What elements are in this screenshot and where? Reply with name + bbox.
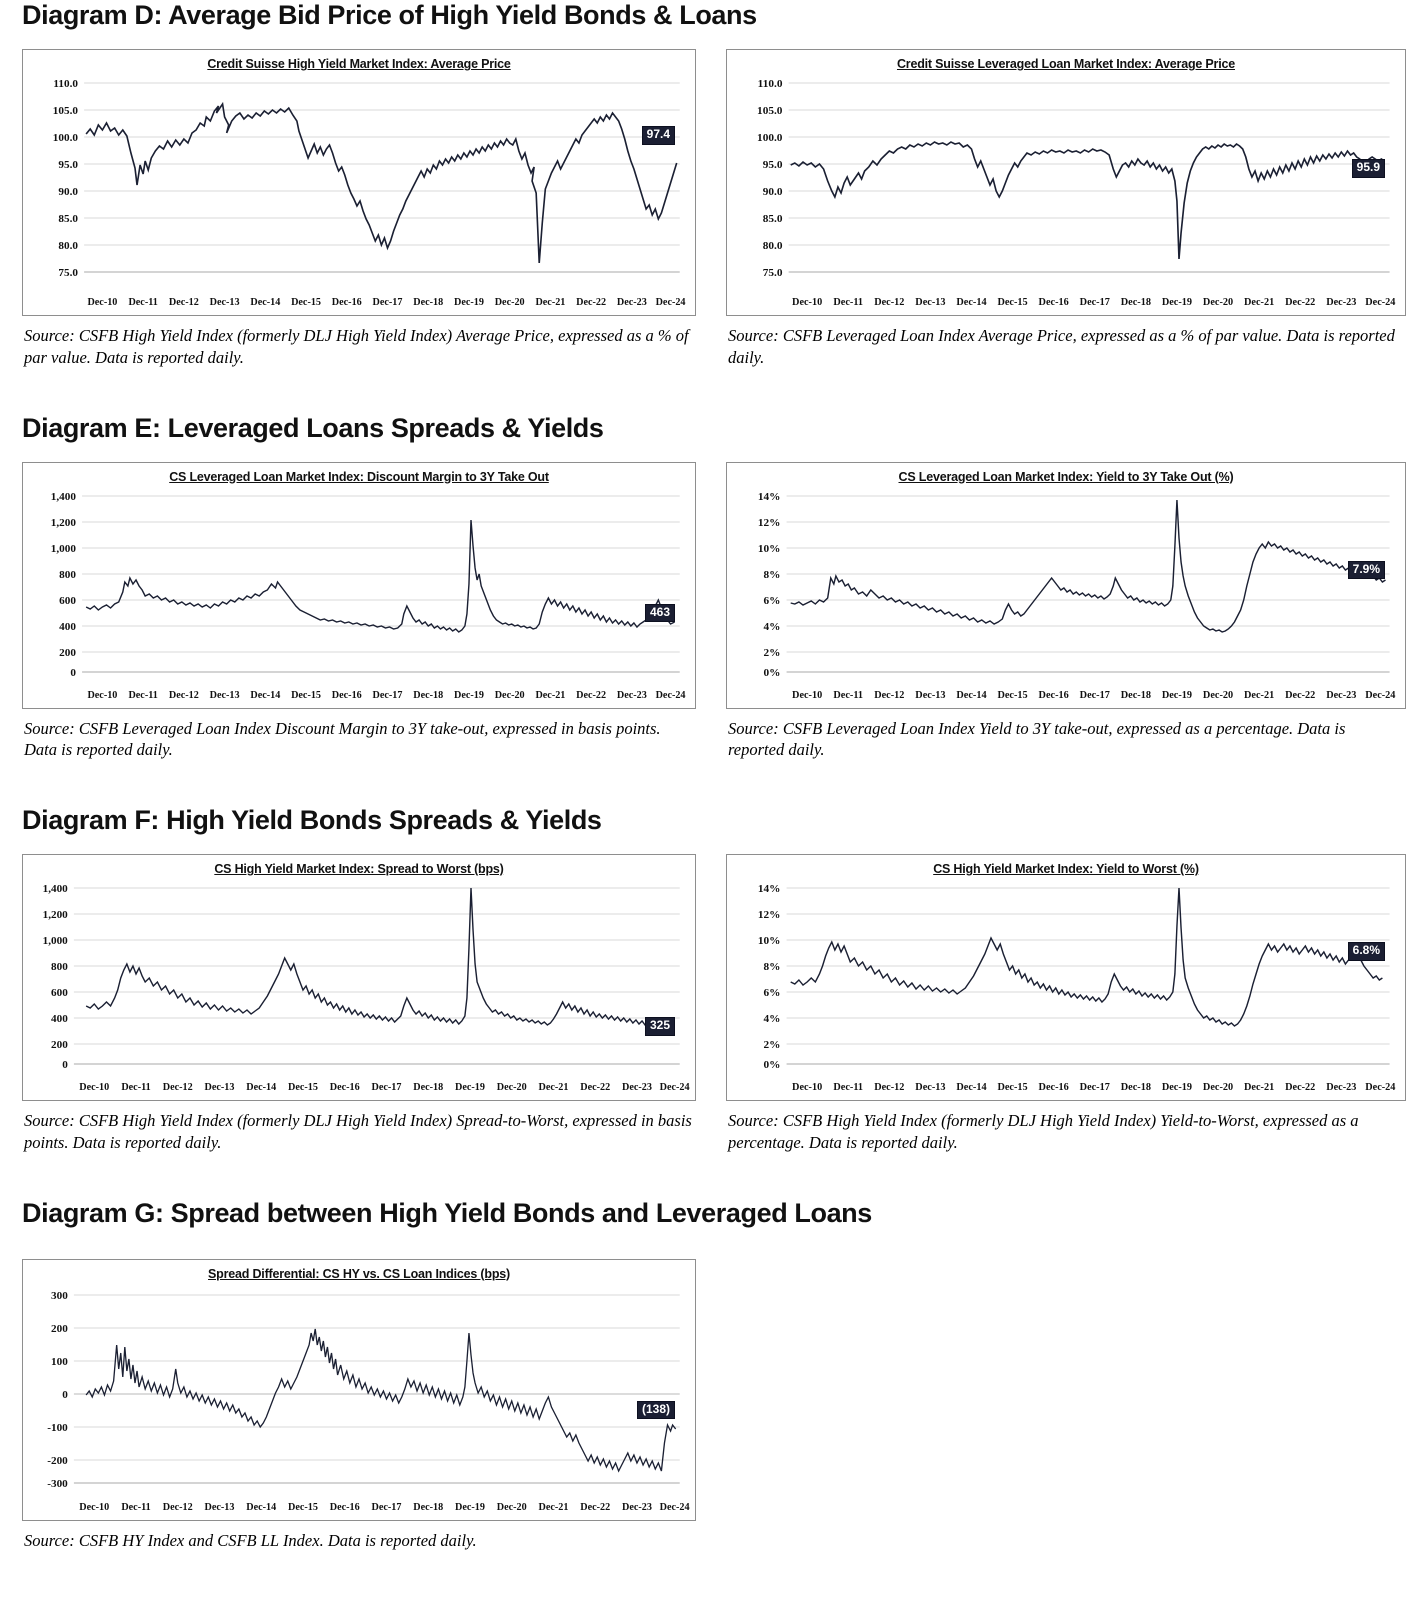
svg-text:Dec-19: Dec-19 [455, 1501, 485, 1513]
svg-text:Dec-21: Dec-21 [1244, 297, 1275, 308]
svg-text:200: 200 [51, 1322, 68, 1335]
yaxis-hy-spread-to-worst [43, 883, 69, 1071]
series-line-ll-yield-3y [791, 500, 1386, 632]
svg-text:Dec-22: Dec-22 [1285, 689, 1316, 701]
svg-text:1,000: 1,000 [50, 542, 76, 555]
yaxis-ll-discount-margin [51, 491, 77, 679]
svg-text:Dec-21: Dec-21 [1244, 1082, 1275, 1094]
svg-text:8%: 8% [763, 568, 781, 581]
svg-text:Dec-18: Dec-18 [1120, 1082, 1151, 1094]
svg-text:110.0: 110.0 [757, 78, 783, 90]
chart-panel-hy-average-price [22, 49, 696, 316]
diagram-f-left-column [0, 854, 714, 1154]
svg-text:90.0: 90.0 [762, 186, 783, 198]
svg-text:1,400: 1,400 [42, 883, 68, 896]
svg-text:Dec-19: Dec-19 [453, 297, 484, 308]
chart-title-hy-average-price: Credit Suisse High Yield Market Index: Average Price [207, 57, 511, 71]
svg-text:300: 300 [51, 1289, 68, 1302]
svg-text:Dec-20: Dec-20 [1202, 1082, 1234, 1094]
value-badge-hy-yield-to-worst: 6.8% [1348, 942, 1385, 961]
svg-text:Dec-17: Dec-17 [1079, 297, 1110, 308]
svg-text:Dec-23: Dec-23 [1326, 297, 1357, 308]
svg-text:4%: 4% [763, 620, 781, 633]
svg-text:0: 0 [62, 1388, 68, 1401]
svg-text:Dec-20: Dec-20 [1202, 297, 1234, 308]
svg-text:Dec-24: Dec-24 [1365, 689, 1396, 701]
svg-text:Dec-20: Dec-20 [496, 1082, 527, 1094]
plot-hy-yield-to-worst [727, 878, 1405, 1078]
svg-text:Dec-16: Dec-16 [1038, 1082, 1069, 1094]
svg-text:200: 200 [59, 646, 76, 659]
diagram-e-left-column [0, 462, 714, 762]
svg-text:0%: 0% [763, 1059, 781, 1072]
svg-text:Dec-23: Dec-23 [616, 689, 647, 701]
chart-title-ll-discount-margin: CS Leveraged Loan Market Index: Discount Margin to 3Y Take Out [169, 469, 549, 484]
plot-spread-differential [23, 1283, 695, 1498]
value-badge-ll-yield-3y: 7.9% [1348, 561, 1385, 580]
svg-text:100.0: 100.0 [757, 132, 783, 144]
svg-text:Dec-16: Dec-16 [1038, 297, 1069, 308]
svg-text:0: 0 [70, 666, 76, 679]
svg-text:Dec-23: Dec-23 [1326, 1082, 1357, 1094]
value-badge-hy-average-price: 97.4 [642, 126, 675, 145]
xaxis-spread-differential [79, 1502, 689, 1513]
svg-text:Dec-10: Dec-10 [79, 1082, 110, 1094]
svg-text:Dec-18: Dec-18 [413, 689, 444, 701]
svg-text:Dec-10: Dec-10 [792, 689, 823, 701]
svg-text:Dec-19: Dec-19 [1161, 1082, 1193, 1094]
yaxis-ll-average-price [757, 78, 783, 279]
svg-text:Dec-23: Dec-23 [621, 1082, 652, 1094]
svg-text:200: 200 [51, 1039, 68, 1052]
series-line-hy-average-price [86, 104, 677, 263]
svg-text:105.0: 105.0 [757, 105, 783, 117]
svg-text:Dec-20: Dec-20 [1202, 689, 1234, 701]
svg-text:Dec-12: Dec-12 [168, 297, 199, 308]
chart-panel-spread-differential [22, 1259, 696, 1521]
svg-text:800: 800 [59, 568, 76, 581]
svg-text:Dec-21: Dec-21 [538, 1501, 569, 1513]
svg-text:Dec-11: Dec-11 [833, 297, 864, 308]
diagram-f-right-column [714, 854, 1428, 1154]
svg-text:Dec-22: Dec-22 [1285, 1082, 1316, 1094]
svg-text:10%: 10% [757, 542, 781, 555]
svg-text:6%: 6% [763, 987, 781, 1000]
svg-text:Dec-22: Dec-22 [576, 689, 607, 701]
svg-text:1,000: 1,000 [42, 935, 68, 948]
yaxis-hy-average-price [53, 78, 79, 279]
svg-text:Dec-24: Dec-24 [1365, 1082, 1396, 1094]
svg-text:Dec-23: Dec-23 [621, 1501, 652, 1513]
diagram-g-right-column [714, 1259, 1428, 1552]
svg-text:Dec-17: Dec-17 [372, 689, 403, 701]
svg-text:Dec-14: Dec-14 [246, 1082, 277, 1094]
svg-text:Dec-19: Dec-19 [453, 689, 484, 701]
series-line-spread-differential [86, 1329, 676, 1471]
svg-text:Dec-13: Dec-13 [209, 689, 240, 701]
yaxis-ll-yield-3y [758, 491, 781, 679]
svg-text:Dec-20: Dec-20 [496, 1501, 527, 1513]
svg-text:80.0: 80.0 [58, 240, 78, 252]
gridlines-ll-discount-margin [82, 496, 680, 672]
svg-text:Dec-23: Dec-23 [1326, 689, 1357, 701]
svg-text:2%: 2% [763, 646, 781, 659]
plot-hy-spread-to-worst [23, 878, 695, 1078]
svg-text:Dec-15: Dec-15 [288, 1082, 318, 1094]
svg-text:Dec-13: Dec-13 [915, 689, 946, 701]
plot-ll-average-price [727, 73, 1405, 293]
svg-text:Dec-15: Dec-15 [288, 1501, 318, 1513]
svg-text:Dec-24: Dec-24 [659, 1082, 690, 1094]
svg-text:95.0: 95.0 [58, 159, 78, 171]
section-heading-e: Diagram E: Leveraged Loans Spreads & Yields [22, 412, 604, 443]
svg-text:2%: 2% [763, 1039, 781, 1052]
svg-text:Dec-22: Dec-22 [580, 1082, 611, 1094]
svg-text:90.0: 90.0 [58, 186, 78, 198]
svg-text:Dec-11: Dec-11 [128, 689, 158, 701]
svg-text:Dec-12: Dec-12 [874, 689, 905, 701]
svg-text:1,200: 1,200 [42, 909, 68, 922]
svg-text:Dec-17: Dec-17 [1079, 689, 1110, 701]
section-heading-g: Diagram G: Spread between High Yield Bonds and Leveraged Loans [22, 1197, 872, 1228]
svg-text:Dec-13: Dec-13 [204, 1501, 235, 1513]
svg-text:Dec-13: Dec-13 [209, 297, 240, 308]
svg-text:600: 600 [51, 987, 68, 1000]
gridlines-hy-spread-to-worst [74, 888, 680, 1064]
svg-text:Dec-10: Dec-10 [87, 689, 118, 701]
svg-text:Dec-21: Dec-21 [535, 297, 566, 308]
svg-text:Dec-17: Dec-17 [371, 1501, 402, 1513]
svg-text:Dec-14: Dec-14 [956, 297, 987, 308]
xaxis-hy-average-price [87, 297, 685, 308]
svg-text:-100: -100 [47, 1421, 68, 1434]
svg-text:Dec-14: Dec-14 [250, 689, 281, 701]
svg-text:Dec-22: Dec-22 [576, 297, 607, 308]
svg-text:Dec-10: Dec-10 [792, 1082, 823, 1094]
svg-text:Dec-17: Dec-17 [372, 297, 403, 308]
svg-text:Dec-11: Dec-11 [128, 297, 158, 308]
svg-text:Dec-12: Dec-12 [162, 1501, 193, 1513]
svg-text:Dec-12: Dec-12 [874, 1082, 905, 1094]
svg-text:Dec-13: Dec-13 [915, 1082, 946, 1094]
value-badge-ll-average-price: 95.9 [1352, 159, 1385, 178]
series-line-hy-yield-to-worst [791, 888, 1383, 1026]
svg-text:Dec-20: Dec-20 [494, 689, 525, 701]
svg-text:10%: 10% [757, 935, 781, 948]
svg-text:-200: -200 [47, 1454, 68, 1467]
svg-text:1,400: 1,400 [50, 490, 76, 503]
yaxis-spread-differential [47, 1290, 68, 1490]
diagram-f-row [0, 854, 1428, 1154]
chart-panel-hy-spread-to-worst [22, 854, 696, 1101]
svg-text:Dec-12: Dec-12 [874, 297, 905, 308]
svg-text:Dec-24: Dec-24 [659, 1501, 690, 1513]
svg-text:Dec-18: Dec-18 [1120, 689, 1151, 701]
svg-text:Dec-18: Dec-18 [1120, 297, 1151, 308]
svg-text:Dec-15: Dec-15 [997, 689, 1028, 701]
series-line-hy-spread-to-worst [86, 888, 672, 1031]
svg-text:Dec-14: Dec-14 [250, 297, 281, 308]
chart-title-ll-average-price: Credit Suisse Leveraged Loan Market Index: Average Price [896, 57, 1235, 71]
svg-text:85.0: 85.0 [762, 213, 783, 225]
svg-text:Dec-10: Dec-10 [87, 297, 118, 308]
svg-text:Dec-20: Dec-20 [494, 297, 525, 308]
svg-text:Dec-19: Dec-19 [1161, 297, 1193, 308]
svg-text:Dec-17: Dec-17 [371, 1082, 402, 1094]
series-line-ll-average-price [791, 142, 1385, 259]
source-spread-differential: Source: CSFB HY Index and CSFB LL Index. Data is reported daily. [24, 1530, 477, 1550]
section-heading-d: Diagram D: Average Bid Price of High Yield Bonds & Loans [22, 0, 757, 30]
chart-panel-hy-yield-to-worst [726, 854, 1406, 1101]
svg-text:105.0: 105.0 [52, 105, 78, 117]
svg-text:95.0: 95.0 [762, 159, 783, 171]
svg-text:800: 800 [51, 961, 68, 974]
svg-text:Dec-11: Dec-11 [121, 1501, 151, 1513]
svg-text:Dec-24: Dec-24 [1365, 297, 1396, 308]
svg-text:Dec-22: Dec-22 [580, 1501, 611, 1513]
svg-text:Dec-15: Dec-15 [291, 297, 322, 308]
svg-text:Dec-24: Dec-24 [655, 689, 686, 701]
svg-text:Dec-16: Dec-16 [1038, 689, 1069, 701]
plot-ll-yield-3y [727, 486, 1405, 686]
svg-text:85.0: 85.0 [58, 213, 78, 225]
svg-text:Dec-18: Dec-18 [413, 297, 444, 308]
svg-text:Dec-11: Dec-11 [833, 689, 864, 701]
section-heading-f: Diagram F: High Yield Bonds Spreads & Yields [22, 805, 602, 836]
gridlines-hy-yield-to-worst [787, 888, 1390, 1064]
chart-title-hy-yield-to-worst: CS High Yield Market Index: Yield to Worst (%) [933, 862, 1199, 877]
xaxis-ll-discount-margin [87, 690, 685, 701]
svg-text:Dec-16: Dec-16 [331, 689, 362, 701]
svg-text:110.0: 110.0 [53, 78, 78, 90]
chart-panel-ll-average-price [726, 49, 1406, 316]
svg-text:12%: 12% [757, 516, 781, 529]
svg-text:Dec-21: Dec-21 [535, 689, 566, 701]
svg-text:Dec-11: Dec-11 [833, 1082, 864, 1094]
value-badge-ll-discount-margin: 463 [645, 604, 675, 623]
diagram-d-left-column [0, 49, 714, 369]
chart-title-hy-spread-to-worst: CS High Yield Market Index: Spread to Worst (bps) [214, 862, 504, 877]
svg-text:Dec-15: Dec-15 [997, 297, 1028, 308]
source-hy-yield-to-worst: Source: CSFB High Yield Index (formerly DLJ High Yield Index) Yield-to-Worst, expressed as a percentage. Data is reported daily. [728, 1111, 1359, 1152]
svg-text:400: 400 [59, 620, 76, 633]
svg-text:Dec-16: Dec-16 [329, 1501, 360, 1513]
chart-title-spread-differential: Spread Differential: CS HY vs. CS Loan Indices (bps) [208, 1266, 510, 1281]
svg-text:4%: 4% [763, 1013, 781, 1026]
svg-text:14%: 14% [757, 490, 781, 503]
source-ll-average-price: Source: CSFB Leveraged Loan Index Average Price, expressed as a % of par value. Data is reported daily. [728, 326, 1395, 367]
svg-text:Dec-14: Dec-14 [246, 1501, 277, 1513]
svg-text:75.0: 75.0 [762, 267, 783, 279]
svg-text:-300: -300 [47, 1477, 68, 1490]
gridlines-ll-average-price [789, 83, 1390, 272]
svg-text:0: 0 [62, 1059, 68, 1072]
svg-text:Dec-11: Dec-11 [121, 1082, 151, 1094]
svg-text:Dec-19: Dec-19 [1161, 689, 1193, 701]
svg-text:75.0: 75.0 [58, 267, 78, 279]
svg-text:400: 400 [51, 1013, 68, 1026]
svg-text:Dec-14: Dec-14 [956, 689, 987, 701]
svg-text:Dec-14: Dec-14 [956, 1082, 987, 1094]
svg-text:12%: 12% [757, 909, 781, 922]
diagram-g-left-column [0, 1259, 714, 1552]
diagram-d-right-column [714, 49, 1428, 369]
diagram-d-row [0, 49, 1428, 369]
svg-text:0%: 0% [763, 666, 781, 679]
svg-text:Dec-21: Dec-21 [1244, 689, 1275, 701]
diagram-g-row [0, 1259, 1428, 1552]
chart-panel-ll-yield-3y [726, 462, 1406, 709]
source-ll-discount-margin: Source: CSFB Leveraged Loan Index Discount Margin to 3Y take-out, expressed in basis points. Data is reported daily. [24, 718, 661, 760]
svg-text:Dec-21: Dec-21 [538, 1082, 569, 1094]
svg-text:Dec-19: Dec-19 [455, 1082, 485, 1094]
xaxis-hy-yield-to-worst [792, 1082, 1395, 1093]
svg-text:Dec-15: Dec-15 [997, 1082, 1028, 1094]
yaxis-hy-yield-to-worst [758, 883, 781, 1071]
svg-text:80.0: 80.0 [762, 240, 783, 252]
diagram-e-row [0, 462, 1428, 762]
svg-text:Dec-12: Dec-12 [168, 689, 199, 701]
svg-text:100: 100 [51, 1355, 68, 1368]
source-ll-yield-3y: Source: CSFB Leveraged Loan Index Yield to 3Y take-out, expressed as a percentage. Data is reported daily. [728, 718, 1346, 760]
source-hy-average-price: Source: CSFB High Yield Index (formerly DLJ High Yield Index) Average Price, expressed as a % of par value. Data is reported daily. [24, 326, 689, 367]
svg-text:Dec-12: Dec-12 [162, 1082, 193, 1094]
xaxis-ll-yield-3y [792, 690, 1395, 701]
svg-text:Dec-23: Dec-23 [616, 297, 647, 308]
xaxis-hy-spread-to-worst [79, 1082, 689, 1093]
svg-text:1,200: 1,200 [50, 516, 76, 529]
svg-text:Dec-16: Dec-16 [331, 297, 362, 308]
svg-text:Dec-18: Dec-18 [413, 1082, 444, 1094]
svg-text:600: 600 [59, 594, 76, 607]
chart-title-ll-yield-3y: CS Leveraged Loan Market Index: Yield to 3Y Take Out (%) [898, 469, 1234, 484]
series-line-ll-discount-margin [86, 520, 675, 632]
svg-text:Dec-18: Dec-18 [413, 1501, 444, 1513]
svg-text:Dec-13: Dec-13 [204, 1082, 235, 1094]
svg-text:Dec-22: Dec-22 [1285, 297, 1316, 308]
value-badge-hy-spread-to-worst: 325 [645, 1017, 675, 1036]
svg-text:Dec-10: Dec-10 [79, 1501, 110, 1513]
xaxis-ll-average-price [792, 297, 1395, 308]
svg-text:100.0: 100.0 [52, 132, 78, 144]
value-badge-spread-differential: (138) [637, 1401, 675, 1420]
plot-hy-average-price [23, 73, 695, 293]
svg-text:14%: 14% [757, 883, 781, 896]
diagram-e-right-column [714, 462, 1428, 762]
svg-text:8%: 8% [763, 961, 781, 974]
svg-text:Dec-15: Dec-15 [291, 689, 322, 701]
svg-text:Dec-16: Dec-16 [329, 1082, 360, 1094]
svg-text:Dec-10: Dec-10 [792, 297, 823, 308]
svg-text:Dec-24: Dec-24 [655, 297, 686, 308]
source-hy-spread-to-worst: Source: CSFB High Yield Index (formerly DLJ High Yield Index) Spread-to-Worst, expressed in basis points. Data is reported daily. [24, 1111, 692, 1152]
chart-panel-ll-discount-margin [22, 462, 696, 709]
svg-text:6%: 6% [763, 594, 781, 607]
gridlines-ll-yield-3y [787, 496, 1390, 672]
plot-ll-discount-margin [23, 486, 695, 686]
svg-text:Dec-17: Dec-17 [1079, 1082, 1110, 1094]
svg-text:Dec-13: Dec-13 [915, 297, 946, 308]
